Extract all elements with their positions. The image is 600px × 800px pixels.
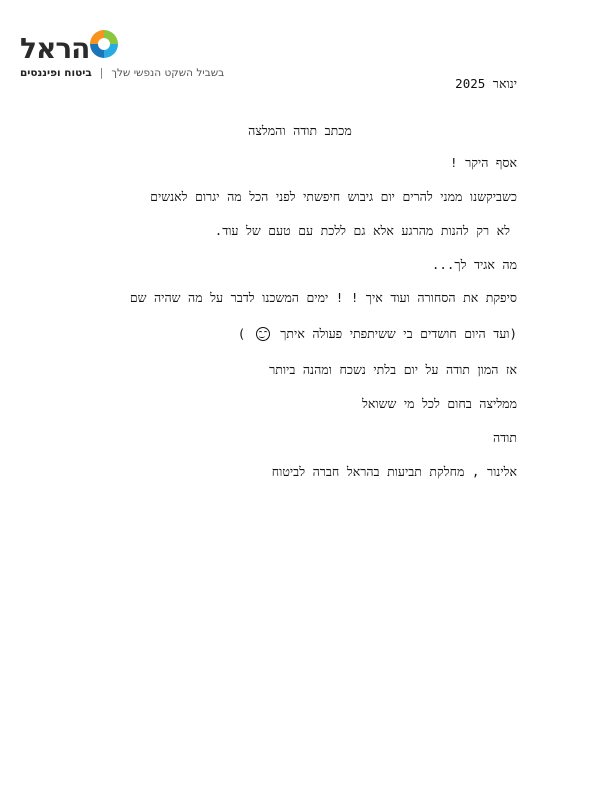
letter-line-4: סיפקת את הסחורה ועוד איך ! ! ימים המשכנו לדבר על מה שהיה שם — [129, 290, 517, 305]
letter-greeting: אסף היקר ! — [450, 155, 517, 170]
letter-line-2: לא רק להנות מהרגע אלא גם ללכת עם טעם של עוד. — [214, 223, 510, 238]
harel-logo-emblem-icon — [86, 26, 122, 62]
letter-line-5 — [57, 326, 517, 342]
letterhead-subline — [20, 66, 240, 80]
letterhead — [20, 26, 240, 82]
letter-line-5-end: ) — [237, 326, 246, 341]
division-name: ביטוח ופיננסים — [20, 67, 92, 79]
letter-date: ינואר 2025 — [455, 76, 517, 91]
letter-line-7: ממליצה בחום לכל מי ששואל — [362, 396, 517, 411]
letter-line-3: מה אגיד לך... — [431, 257, 517, 272]
letter-line-5-start: (ועד היום חושדים בי ששיתפתי פעולה איתך — [280, 326, 517, 341]
tagline: בשביל השקט הנפשי שלך — [111, 67, 225, 79]
letter-title: מכתב תודה והמלצה — [248, 123, 352, 138]
smiling-face-emoji-icon — [256, 327, 270, 341]
letter-line-6: אז המון תודה על יום בלתי נשכח ומהנה ביותר — [269, 362, 517, 377]
header-separator: | — [99, 67, 104, 79]
letter-signature: אלינור , מחלקת תביעות בהראל חברה לביטוח — [271, 464, 517, 479]
letter-line-1: כשביקשנו ממני להרים יום גיבוש חיפשתי לפני הכל מה יגרום לאנשים — [150, 189, 517, 204]
harel-logo-wordmark: הראל — [20, 32, 90, 65]
letter-thanks: תודה — [492, 430, 517, 445]
